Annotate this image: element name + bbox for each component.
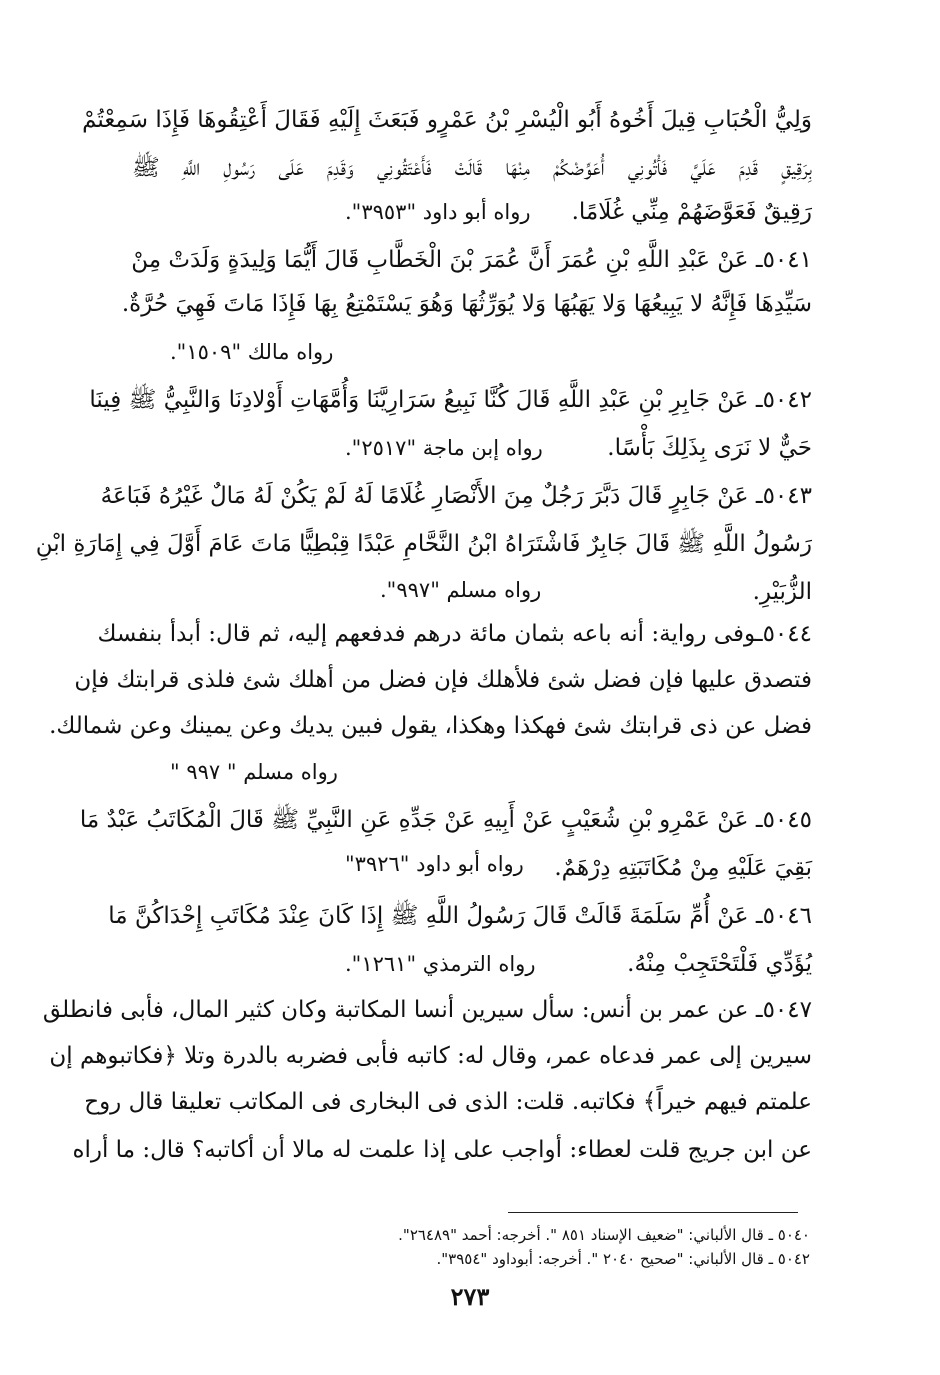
text-line: عن ابن جريج قلت لعطاء: أواجب على إذا علمت له مالا أن أكاتبه؟ قال: ما أراه (72, 1137, 812, 1163)
text-line: الزُّبَيْرِ. (752, 579, 812, 605)
hadith-source: رواه الترمذي "١٢٦١". (345, 952, 536, 976)
text-line: رَقِيقٌ فَعَوَّضَهُمْ مِنِّي غُلَامًا. (571, 199, 812, 225)
hadith-5044: ٥٠٤٤ـوفى رواية: أنه باعه بثمان مائة درهم فدفعهم إليه، ثم قال: أبدأ بنفسك (97, 621, 812, 647)
text-line: حَيٌّ لا نَرَى بِذَلِكَ بَأْسًا. (607, 435, 812, 461)
text-line: سَيِّدِهَا فَإِنَّهُ لا يَبِيعُهَا وَلا يَهَبُهَا وَلا يُوَرِّثُهَا وَهُوَ يَسْتَمْتِعُ بِهَا فَإِذَا مَاتَ فَهِيَ حُرَّةٌ. (121, 291, 812, 317)
text-line: علمتم فيهم خيراً﴾ فكاتبه. قلت: الذى فى البخارى فى المكاتب تعليقا قال روح (84, 1089, 812, 1115)
footnote: ٥٠٤٢ ـ قال الألباني: "صحيح ٢٠٤٠ ". أخرجه: أبوداود "٣٩٥٤". (436, 1250, 810, 1268)
hadith-source: رواه إبن ماجة "٢٥١٧". (345, 436, 543, 460)
page-number: ٢٧٣ (450, 1282, 490, 1311)
hadith-5047: ٥٠٤٧ـ عن عمر بن أنس: سأل سيرين أنسا المكاتبة وكان كثير المال، فأبى فانطلق (42, 997, 812, 1023)
text-line: سيرين إلى عمر فدعاه عمر، وقال له: كاتبه فأبى فضربه بالدرة وتلا ﴿فكاتبوهم إن (49, 1043, 812, 1069)
text-line: بِرَقِيقٍ قَدِمَ عَلَيَّ فَأْتُونِي أُعَوِّضْكُمْ مِنْهَا قَالَتْ فَأَعْتَقُونِي وَقَدِمَ عَلَى رَسُولِ اللَّهِ ﷺ (132, 155, 812, 181)
hadith-5041: ٥٠٤١ـ عَنْ عَبْدِ اللَّهِ بْنِ عُمَرَ أَنَّ عُمَرَ بْنَ الْخَطَّابِ قَالَ أَيُّمَا وَلِيدَةٍ وَلَدَتْ مِنْ (131, 247, 812, 273)
text-line: يُؤَدِّي فَلْتَحْتَجِبْ مِنْهُ. (627, 951, 812, 977)
text-line: وَلِيُّ الْحُبَابِ قِيلَ أَخُوهُ أَبُو الْيُسْرِ بْنُ عَمْرٍو فَبَعَثَ إِلَيْهِ فَقَالَ أَعْتِقُوهَا فَإِذَا سَمِعْتُمْ (82, 107, 812, 133)
footnote-divider (508, 1212, 798, 1213)
hadith-5046: ٥٠٤٦ـ عَنْ أُمِّ سَلَمَةَ قَالَتْ قَالَ رَسُولُ اللَّهِ ﷺ إِذَا كَانَ عِنْدَ مُكَاتَبِ إِحْدَاكُنَّ مَا (108, 903, 812, 929)
text-line: فتصدق عليها فإن فضل شئ فلأهلك فإن فضل من أهلك شئ فلذى قرابتك فإن (74, 667, 812, 693)
text-line: فضل عن ذى قرابتك شئ فهكذا وهكذا، يقول فبين يديك وعن يمينك وعن شمالك. (49, 713, 812, 739)
hadith-source: رواه مسلم "٩٩٧". (380, 578, 542, 602)
footnote: ٥٠٤٠ ـ قال الألباني: "ضعيف الإسناد ٨٥١ ". أخرجه: أحمد "٢٦٤٨٩". (398, 1226, 810, 1244)
hadith-source: رواه مالك "١٥٠٩". (170, 340, 334, 364)
hadith-source: رواه أبو داود "٣٩٢٦" (345, 852, 524, 876)
text-line: رَسُولُ اللَّهِ ﷺ قَالَ جَابِرٌ فَاشْتَرَاهُ ابْنُ النَّحَّامِ عَبْدًا قِبْطِيًّا مَاتَ عَامَ أَوَّلَ فِي إِمَارَةِ ابْنِ (35, 531, 812, 557)
hadith-5043: ٥٠٤٣ـ عَنْ جَابِرٍ قَالَ دَبَّرَ رَجُلٌ مِنَ الأَنْصَارِ غُلَامًا لَهُ لَمْ يَكُنْ لَهُ مَالٌ غَيْرُهُ فَبَاعَهُ (100, 483, 812, 509)
hadith-source: رواه أبو داود "٣٩٥٣". (345, 200, 531, 224)
hadith-5045: ٥٠٤٥ـ عَنْ عَمْرِو بْنِ شُعَيْبٍ عَنْ أَبِيهِ عَنْ جَدِّهِ عَنِ النَّبِيِّ ﷺ قَالَ الْمُكَاتَبُ عَبْدٌ مَا (79, 807, 812, 833)
hadith-source: رواه مسلم " ٩٩٧ " (170, 760, 338, 784)
text-line: بَقِيَ عَلَيْهِ مِنْ مُكَاتَبَتِهِ دِرْهَمٌ. (554, 855, 812, 881)
hadith-5042: ٥٠٤٢ـ عَنْ جَابِرِ بْنِ عَبْدِ اللَّهِ قَالَ كُنَّا نَبِيعُ سَرَارِيَّنَا وَأُمَّهَاتِ أَوْلادِنَا وَالنَّبِيُّ ﷺ فِينَا (89, 387, 812, 413)
